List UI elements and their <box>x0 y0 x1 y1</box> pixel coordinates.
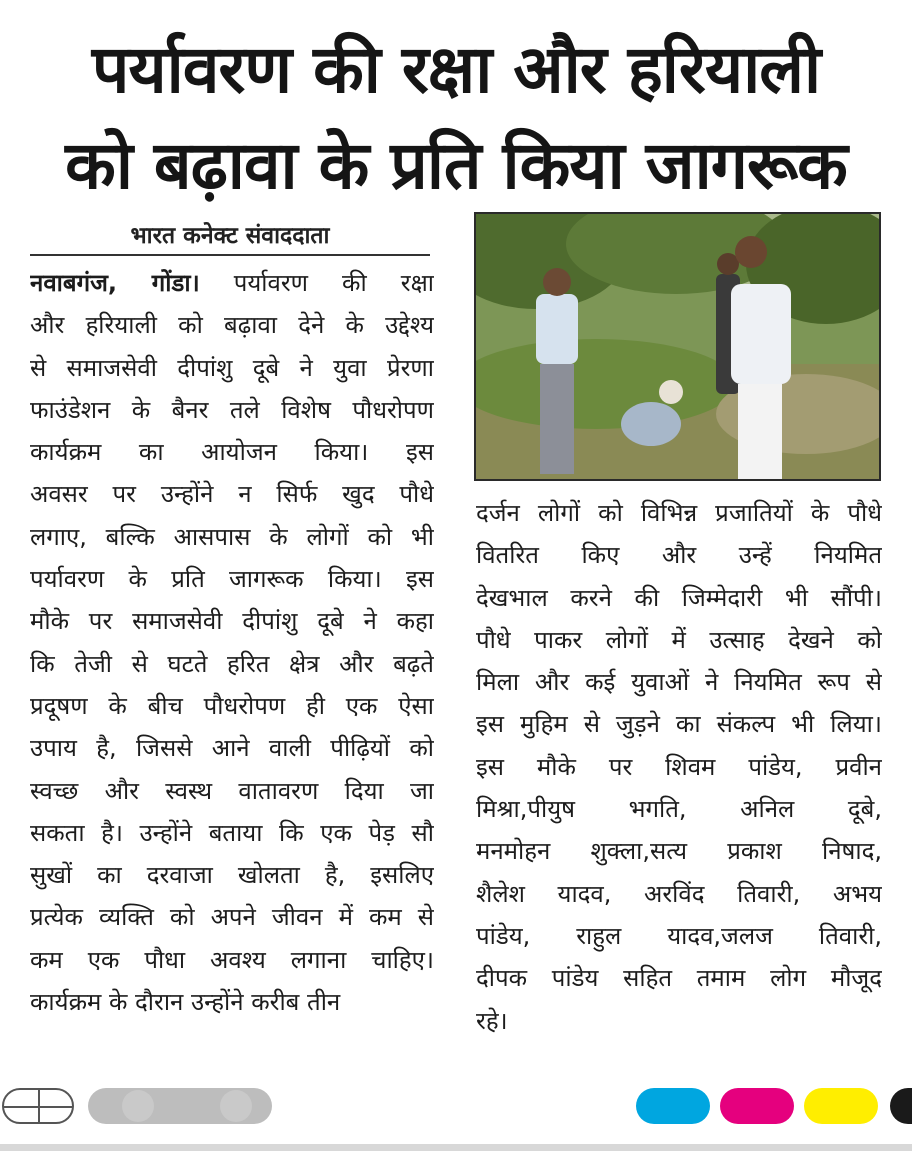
article-line: फाउंडेशन के बैनर तले विशेष पौधरोपण <box>30 395 434 424</box>
print-registration-bar <box>0 1080 912 1132</box>
article-line: स्वच्छ और स्वस्थ वातावरण दिया जा <box>30 776 434 805</box>
article-line: सकता है। उन्होंने बताया कि एक पेड़ सौ <box>30 818 434 847</box>
photo-illustration <box>476 214 879 479</box>
article-line: दीपक पांडेय सहित तमाम लोग मौजूद <box>476 964 882 993</box>
article-line: देखभाल करने की जिम्मेदारी भी सौंपी। <box>476 583 882 612</box>
headline-line-1: पर्यावरण की रक्षा और हरियाली <box>91 31 821 108</box>
magenta-swatch <box>720 1088 794 1124</box>
article-line: कार्यक्रम के दौरान उन्होंने करीब तीन <box>30 988 341 1017</box>
byline-container <box>30 218 430 256</box>
article-line: प्रत्येक व्यक्ति को अपने जीवन में कम से <box>30 903 434 932</box>
byline: भारत कनेक्ट संवाददाता <box>130 223 330 249</box>
headline <box>0 22 912 214</box>
article-text: पर्यावरण की रक्षा <box>199 269 434 297</box>
article-line: सुखों का दरवाजा खोलता है, इसलिए <box>30 861 434 890</box>
gray-tone-strip <box>88 1088 272 1124</box>
article-line: मिश्रा,पीयुष भगति, अनिल दूबे, <box>476 795 882 824</box>
article-line: इस मौके पर शिवम पांडेय, प्रवीन <box>476 752 882 781</box>
article-line: लगाए, बल्कि आसपास के लोगों को भी <box>30 522 434 551</box>
gray-dot <box>220 1090 252 1122</box>
article-line: अवसर पर उन्होंने न सिर्फ खुद पौधे <box>30 480 434 509</box>
article-column-right <box>476 492 882 1042</box>
article-line: कम एक पौधा अवश्य लगाना चाहिए। <box>30 945 434 974</box>
yellow-swatch <box>804 1088 878 1124</box>
article-line: कार्यक्रम का आयोजन किया। इस <box>30 438 434 467</box>
article-line: से समाजसेवी दीपांशु दूबे ने युवा प्रेरणा <box>30 353 434 382</box>
article-line <box>30 262 434 304</box>
article-line: मनमोहन शुक्ला,सत्य प्रकाश निषाद, <box>476 837 882 866</box>
article-line: पौधे पाकर लोगों में उत्साह देखने को <box>476 625 882 654</box>
article-line: मिला और कई युवाओं ने नियमित रूप से <box>476 668 882 697</box>
headline-line-2: को बढ़ावा के प्रति किया जागरूक <box>65 127 847 204</box>
article-line: पर्यावरण के प्रति जागरूक किया। इस <box>30 565 434 594</box>
article-line: और हरियाली को बढ़ावा देने के उद्देश्य <box>30 311 434 340</box>
cyan-swatch <box>636 1088 710 1124</box>
news-photo <box>474 212 881 481</box>
article-line: इस मुहिम से जुड़ने का संकल्प भी लिया। <box>476 710 882 739</box>
article-line: वितरित किए और उन्हें नियमित <box>476 541 882 570</box>
article-column-left <box>30 262 434 1023</box>
black-swatch <box>890 1088 912 1124</box>
dateline: नवाबगंज, गोंडा। <box>30 269 200 297</box>
article-line: रहे। <box>476 1006 508 1035</box>
article-line: शैलेश यादव, अरविंद तिवारी, अभय <box>476 879 882 908</box>
article-line: दर्जन लोगों को विभिन्न प्रजातियों के पौधे <box>476 499 882 527</box>
article-line: कि तेजी से घटते हरित क्षेत्र और बढ़ते <box>30 649 434 678</box>
registration-mark-icon <box>2 1088 74 1124</box>
article-line: प्रदूषण के बीच पौधरोपण ही एक ऐसा <box>30 691 434 720</box>
gray-dot <box>122 1090 154 1122</box>
article-line: मौके पर समाजसेवी दीपांशु दूबे ने कहा <box>30 607 434 636</box>
page-bottom-edge <box>0 1144 912 1151</box>
article-line: पांडेय, राहुल यादव,जलज तिवारी, <box>476 921 882 950</box>
article-line: उपाय है, जिससे आने वाली पीढ़ियों को <box>30 734 434 763</box>
